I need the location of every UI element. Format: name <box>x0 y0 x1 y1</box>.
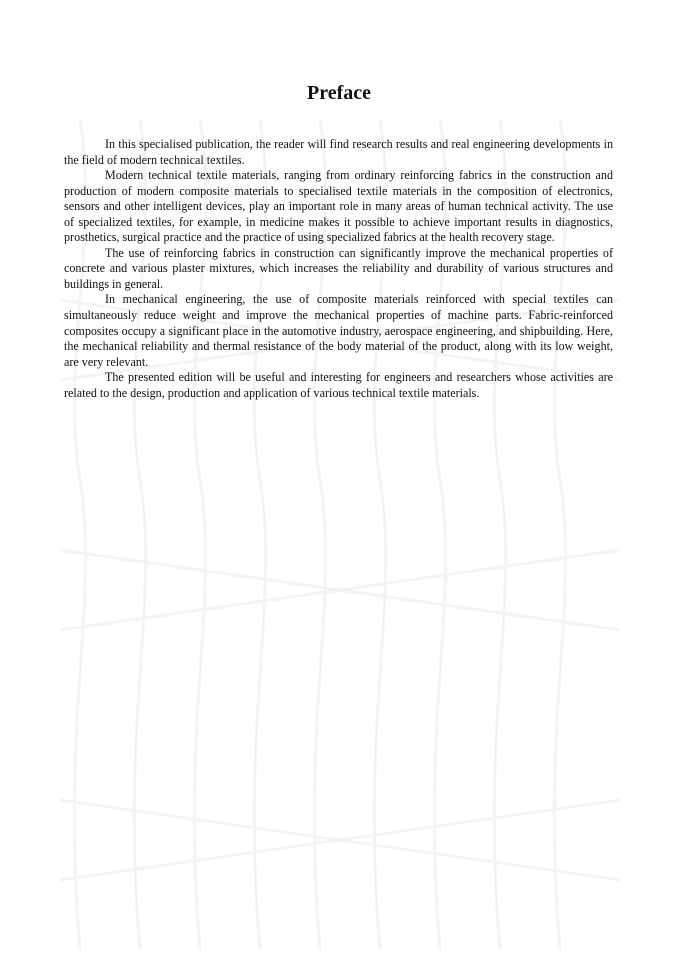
page-title: Preface <box>306 82 372 104</box>
paragraph: In this specialised publication, the reader will find research results and real engineering developments in the field of modern technical textiles. <box>64 137 613 167</box>
paragraph: The presented edition will be useful and interesting for engineers and researchers whose activities are related to the design, production and application of various technical textile materials. <box>64 370 613 400</box>
paragraph: Modern technical textile materials, ranging from ordinary reinforcing fabrics in the construction and production of modern composite materials to specialised textile materials in the composition of electronics, sensors and other intelligent devices, play an important role in many areas of human technical activity. The use of specialized textiles, for example, in medicine makes it possible to achieve important results in diagnostics, prosthetics, surgical practice and the practice of using specialized fabrics at the health recovery stage. <box>64 168 613 245</box>
preface-body <box>64 137 613 401</box>
paragraph: The use of reinforcing fabrics in construction can significantly improve the mechanical properties of concrete and various plaster mixtures, which increases the reliability and durability of various structures and buildings in general. <box>64 245 613 291</box>
paragraph: In mechanical engineering, the use of composite materials reinforced with special textiles can simultaneously reduce weight and improve the mechanical properties of machine parts. Fabric-reinforced composites occupy a significant place in the automotive industry, aerospace engineering, and shipbuilding. Here, the mechanical reliability and thermal resistance of the body material of the product, along with its low weight, are very relevant. <box>64 292 613 369</box>
